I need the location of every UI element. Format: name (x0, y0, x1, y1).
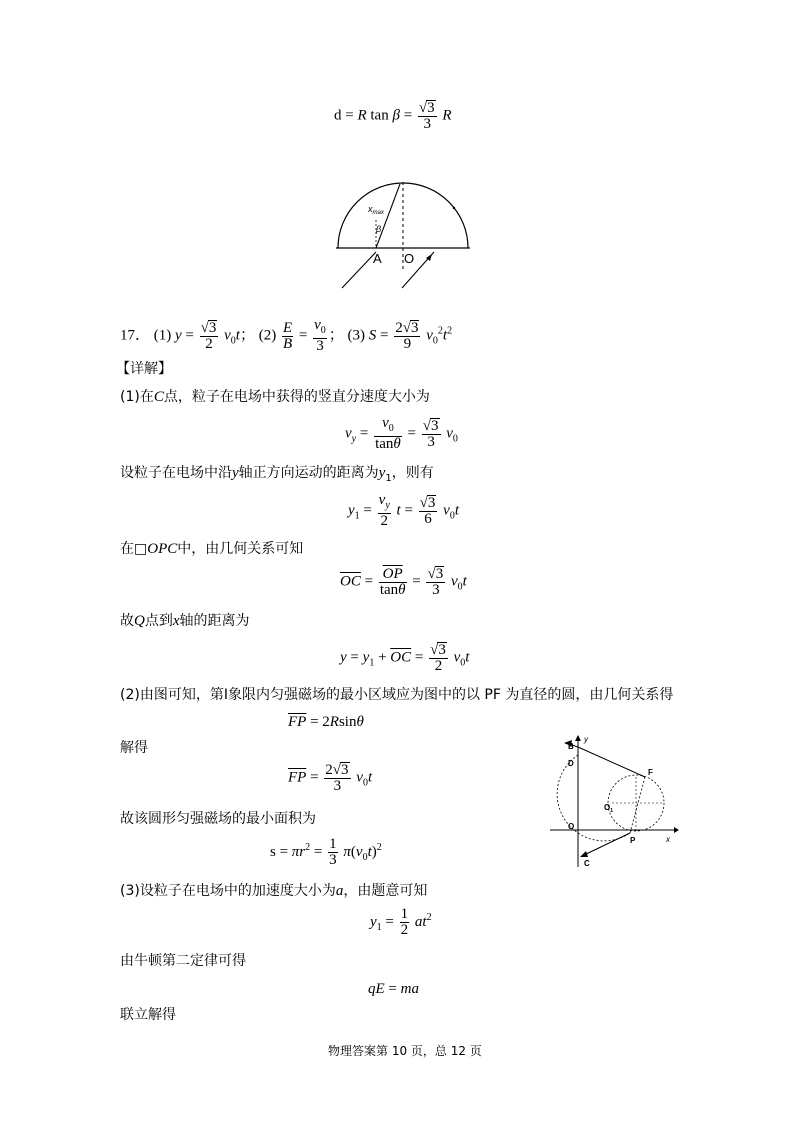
formula-y1-acceleration: $y_1$ = $\frac{1}{2}$ $at^2$ (370, 906, 432, 938)
paragraph-10: 联立解得 (120, 1007, 176, 1023)
incoming-ray-left (342, 252, 376, 288)
x-label: x (666, 835, 670, 844)
point-o-label: O (404, 251, 415, 266)
paragraph-6: 解得 (120, 740, 148, 756)
b-label: B (568, 742, 574, 751)
o1-label: $O_1$ (604, 803, 614, 814)
y-axis-arrow (575, 735, 581, 741)
xmax-label: $x_{max}$ (368, 204, 384, 216)
paragraph-5: (2)由图可知，第Ⅰ象限内匀强磁场的最小区域应为图中的以 PF 为直径的圆，由几何关系得 (120, 687, 674, 703)
p-label: P (630, 836, 636, 845)
formula-newton: qE = ma (368, 981, 419, 997)
point-a-label: A (373, 251, 382, 266)
paragraph-4: 故Q点到x轴的距离为 (120, 613, 250, 629)
paragraph-9: 由牛顿第二定律可得 (120, 953, 246, 969)
formula-d-equals-r-tan-beta: d = R tan β = $\frac{√3}{3}$ R (334, 100, 452, 132)
magnetic-field-diagram (548, 733, 680, 868)
line-f-to-p (630, 777, 645, 833)
formula-oc: $\overline{OC}$ = $\frac{\overline{OP}}{\tan\theta}$ = $\frac{√3}{3}$ $v_0t$ (340, 565, 467, 598)
c-arrow (580, 851, 588, 857)
paragraph-7: 故该圆形匀强磁场的最小面积为 (120, 811, 316, 827)
paragraph-1: (1)在C点，粒子在电场中获得的竖直分速度大小为 (120, 389, 430, 405)
formula-y1: $y_1$ = $\frac{v_y}{2}$ t = $\frac{√3}{6}$ $v_0t$ (348, 492, 459, 529)
line-p-to-c (582, 833, 630, 856)
d-label: D (568, 759, 574, 768)
answer-summary-17: 17． (1) y = $\frac{√3}{2}$ $v_0t$； (2) $\frac{E}{B}$ = $\frac{v_0}{3}$ ； (3) S = $\frac{2√3}{9}$ $v_0^2t^2$ (120, 317, 453, 354)
beta-label: β (376, 224, 382, 234)
x-axis-arrow (674, 827, 679, 833)
semicircle-diagram (330, 170, 475, 295)
formula-area: $s = \pi r^2$ = $\frac{1}{3}$ $\pi(v_0t)^2$ (270, 836, 382, 868)
formula-fp-value: $\overline{FP}$ = $\frac{2√3}{3}$ $v_0t$ (288, 762, 373, 794)
paragraph-2: 设粒子在电场中沿y轴正方向运动的距离为$y_1$，则有 (120, 465, 434, 484)
ray-inside (376, 184, 400, 248)
line-d-to-f (578, 747, 645, 777)
y-label: y (584, 735, 588, 744)
paragraph-3: 在□OPC中，由几何关系可知 (120, 541, 304, 557)
c-label: C (584, 859, 590, 868)
f-label: F (648, 768, 653, 777)
formula-fp-2rsin: $\overline{FP} = 2Rsin\theta$ (288, 714, 364, 730)
o-label: O (568, 822, 575, 831)
formula-y-total: $y = y_1 + \overline{OC}$ = $\frac{√3}{2}$ $v_0t$ (340, 642, 470, 674)
formula-vy: $v_y$ = $\frac{v_0}{\tan\theta}$ = $\frac{√3}{3}$ $v_0$ (345, 415, 458, 452)
page-footer: 物理答案第 10 页，总 12 页 (328, 1044, 482, 1058)
arc-marker-dot (453, 207, 455, 209)
paragraph-8: (3)设粒子在电场中的加速度大小为a，由题意可知 (120, 883, 428, 899)
detail-header: 【详解】 (116, 361, 172, 377)
